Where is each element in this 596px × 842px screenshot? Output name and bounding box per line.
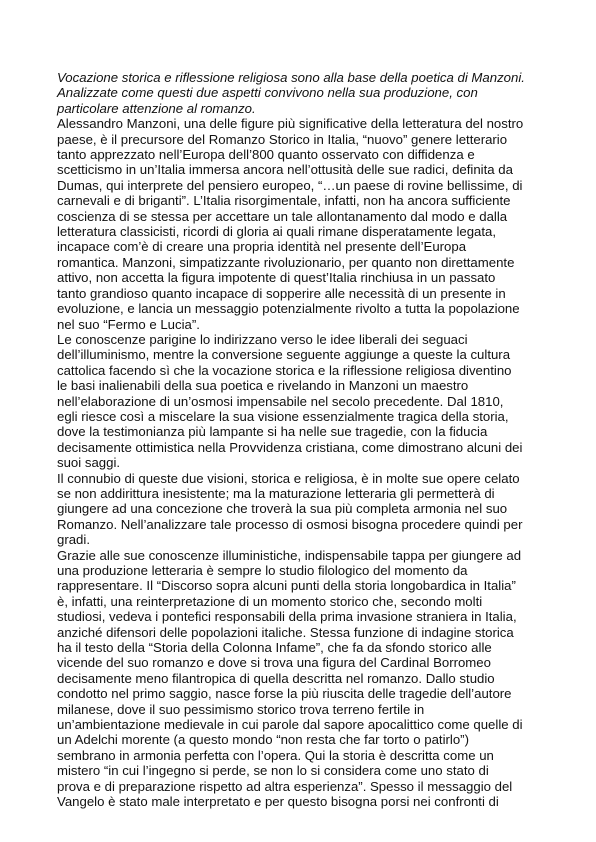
paragraph-2: Le conoscenze parigine lo indirizzano verso le idee liberali dei seguaci dell’illuminismo, mentre la conversione seguente aggiunge a queste la cultura cattolica facendo sì che la vocazione storica e la riflessione religiosa diventino le basi inalienabili della sua poetica e rivelando in Manzoni un maestro nell’elaborazione di un’osmosi impensabile nel secolo precedente. Dal 1810, egli riesce così a miscelare la sua visione essenzialmente tragica della storia, dove la testimonianza più lampante si ha nelle sue tragedie, con la fiducia decisamente ottimistica nella Provvidenza cristiana, come dimostrano alcuni dei suoi saggi. (57, 331, 523, 471)
document-body (57, 70, 525, 810)
essay-prompt-title: Vocazione storica e riflessione religiosa sono alla base della poetica di Manzoni. Analizzate come questi due aspetti convivono nella sua produzione, con particolare attenzione al romanzo. (57, 70, 525, 116)
paragraph-3: Il connubio di queste due visioni, storica e religiosa, è in molte sue opere celato se non addirittura inesistente; ma la maturazione letteraria gli permetterà di giungere ad una concezione che troverà la sua più completa armonia nel suo Romanzo. Nell’analizzare tale processo di osmosi bisogna procedere quindi per gradi. (57, 470, 523, 548)
paragraph-4: Grazie alle sue conoscenze illuministiche, indispensabile tappa per giungere ad una produzione letteraria è sempre lo studio filologico del momento da rappresentare. Il “Discorso sopra alcuni punti della storia longobardica in Italia” è, infatti, una reinterpretazione di un momento storico che, secondo molti studiosi, vedeva i pontefici responsabili della prima invasione straniera in Italia, anziché difensori delle popolazioni italiche. Stessa funzione di indagine storica ha il testo della “Storia della Colonna Infame”, che fa da sfondo storico alle vicende del suo romanzo e dove si trova una figura del Cardinal Borromeo decisamente meno filantropica di quella descritta nel romanzo. Dallo studio condotto nel primo saggio, nasce forse la più riuscita delle tragedie dell’autore milanese, dove il suo pessimismo storico trova terreno fertile in un’ambientazione medievale in cui parole dal sapore apocalittico come quelle di un Adelchi morente (a questo mondo “non resta che far torto o patirlo”) sembrano in armonia perfetta con l’opera. Qui la storia è descritta come un mistero “in cui l’ingegno si perde, se non lo si considera come uno stato di prova e di preparazione rispetto ad altra esperienza”. Spesso il messaggio del Vangelo è stato male interpretato e per questo bisogna porsi nei confronti di (57, 547, 523, 810)
paragraph-1: Alessandro Manzoni, una delle figure più significative della letteratura del nostro paese, è il precursore del Romanzo Storico in Italia, “nuovo” genere letterario tanto apprezzato nell’Europa dell’800 quanto osservato con diffidenza e scetticismo in un’Italia immersa ancora nell’ottusità delle sue radici, definita da Dumas, qui interprete del pensiero europeo, “…un paese di rovine bellissime, di carnevali e di briganti”. L’Italia risorgimentale, infatti, non ha ancora sufficiente coscienza di se stessa per accettare un tale allontanamento dal modo e dalla letteratura classicisti, ricordi di gloria ai quali rimane disperatamente legata, incapace com’è di creare una propria identità nel presente dell’Europa romantica. Manzoni, simpatizzante rivoluzionario, per quanto non direttamente attivo, non accetta la figura impotente di quest’Italia rinchiusa in un passato tanto grandioso quanto incapace di sopperire alle necessità di un presente in evoluzione, e lancia un messaggio potenzialmente rivolto a tutta la popolazione nel suo “Fermo e Lucia”. (57, 116, 524, 332)
